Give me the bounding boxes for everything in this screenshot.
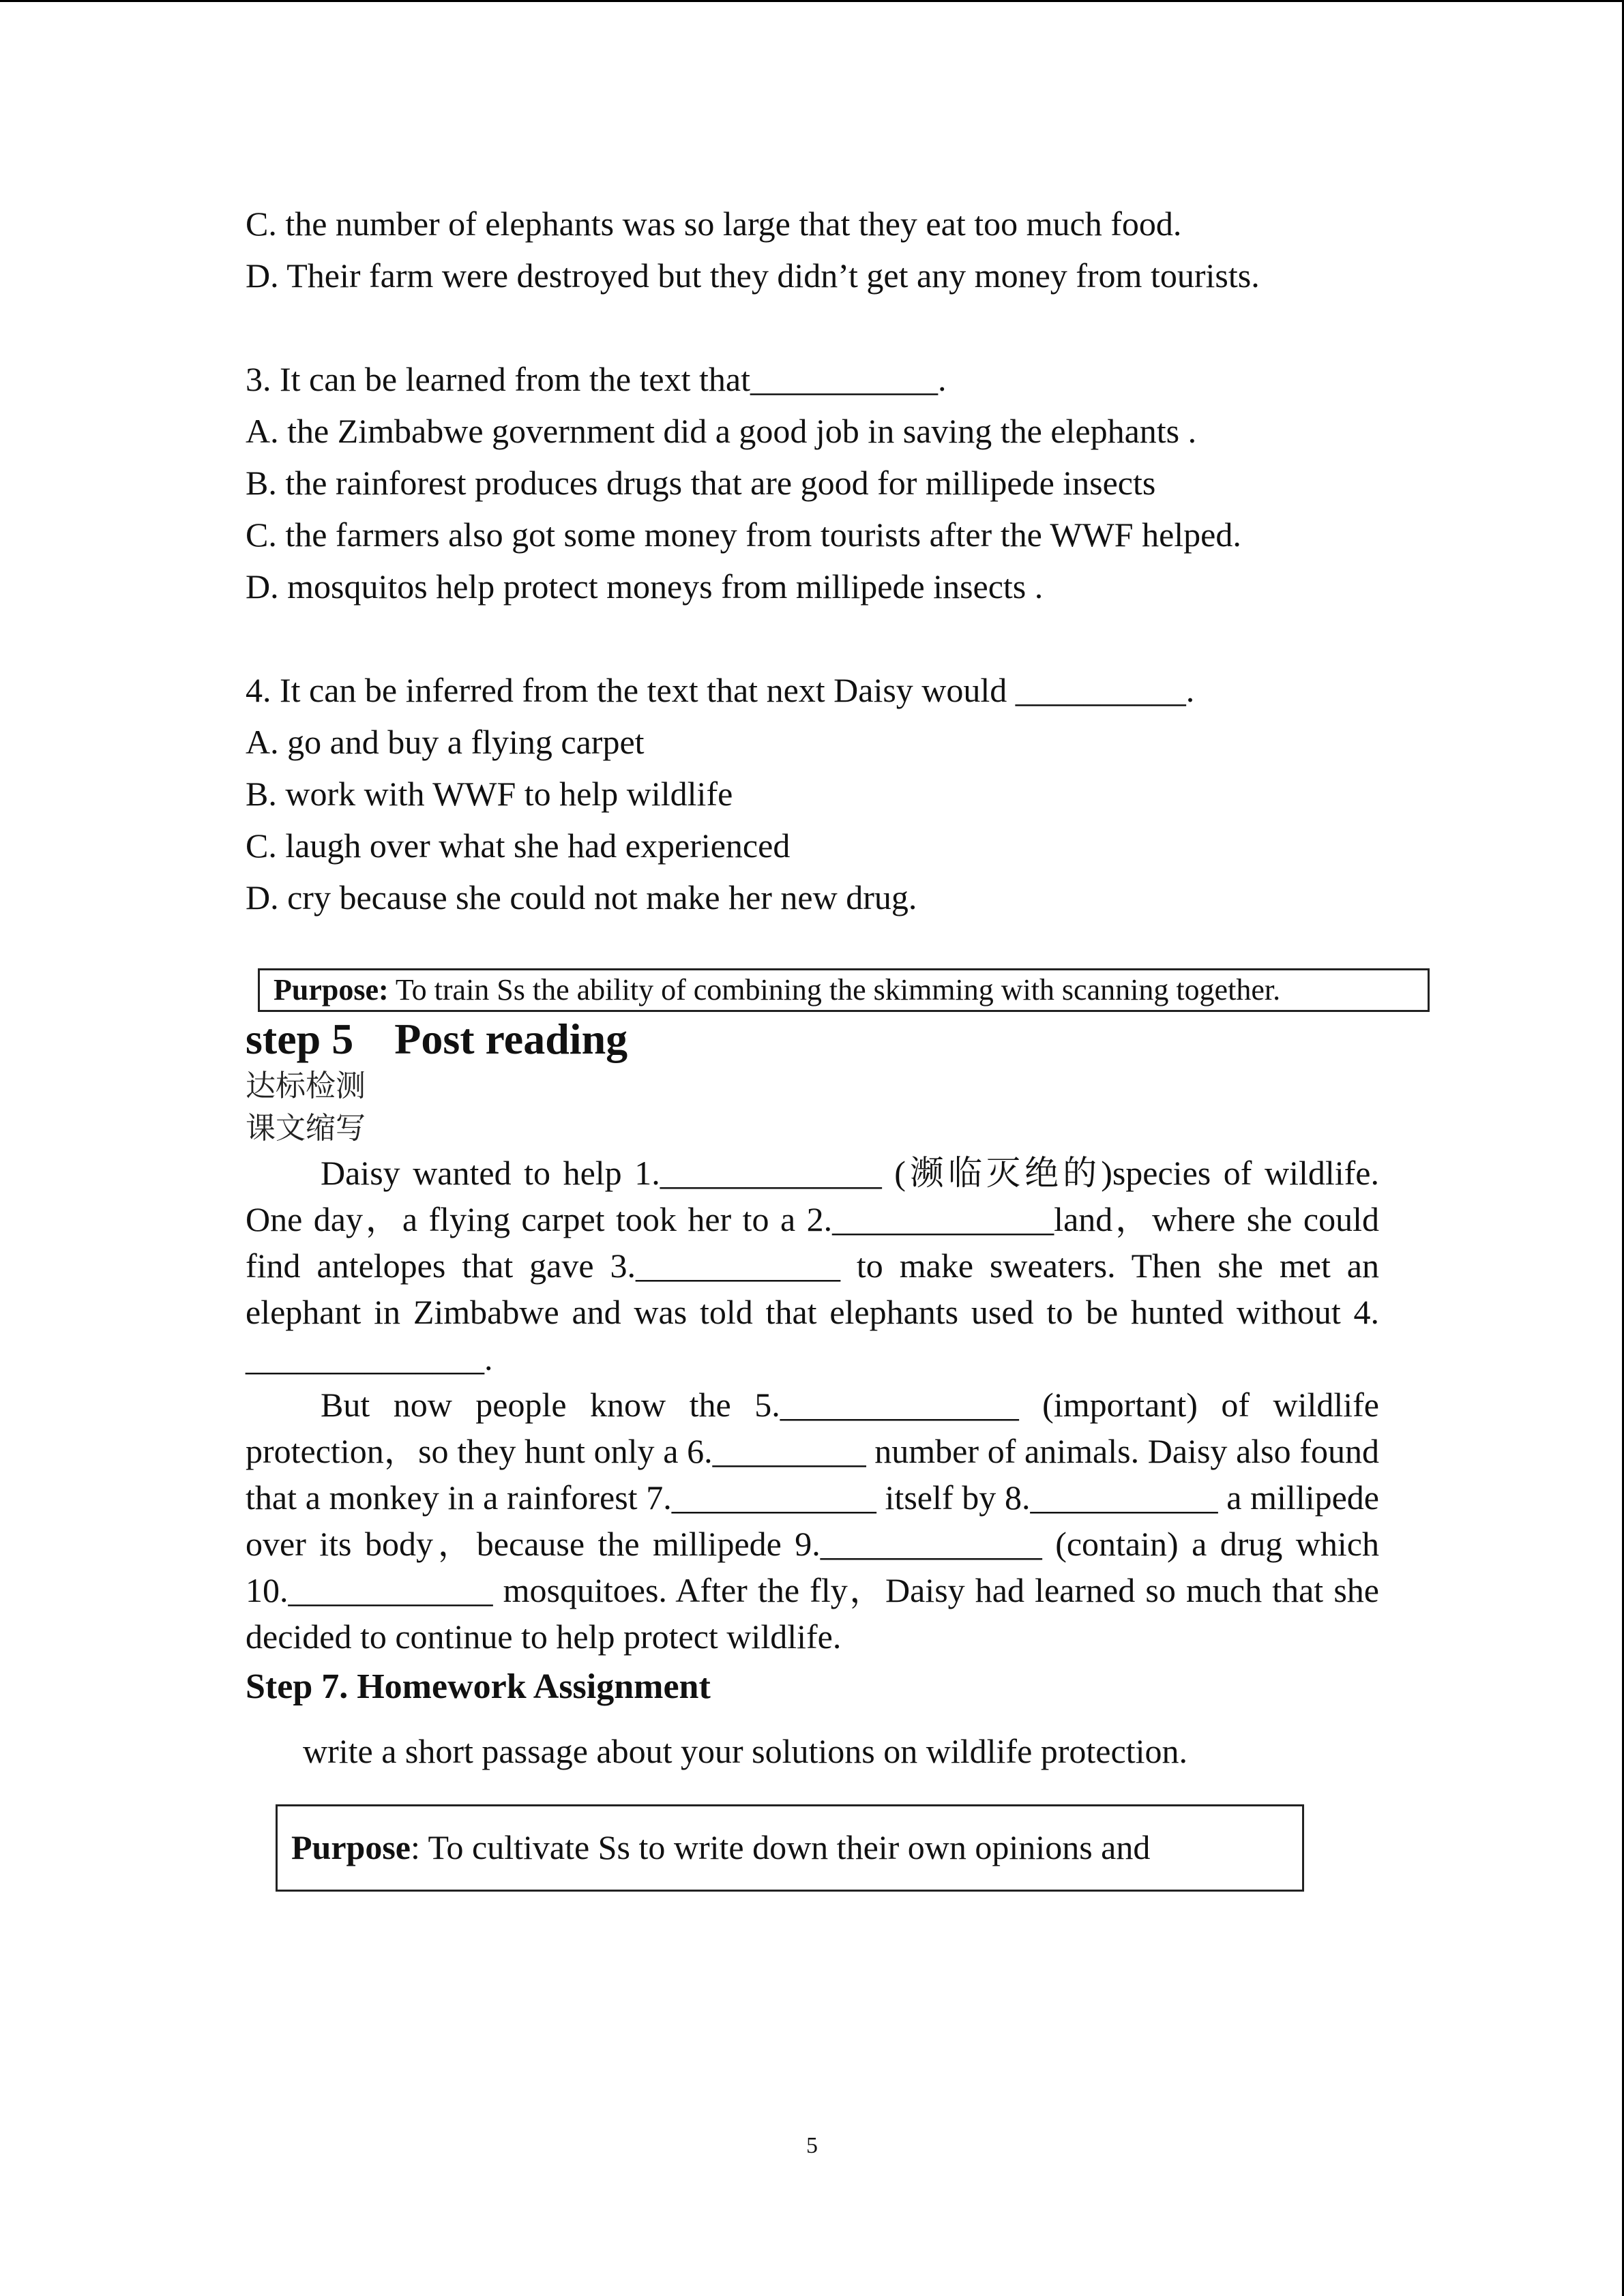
- q3-option-d: D. mosquitos help protect moneys from millipede insects .: [246, 567, 1044, 606]
- purpose-box-2: [276, 1804, 1304, 1892]
- step-5-subtitle-1: 达标检测: [246, 1069, 366, 1103]
- purpose-label: Purpose:: [274, 973, 389, 1007]
- q2-option-d: D. Their farm were destroyed but they didn’t get any money from tourists.: [246, 256, 1260, 295]
- q2-option-c: C. the number of elephants was so large that they eat too much food.: [246, 205, 1182, 243]
- homework-text: write a short passage about your solutions on wildlife protection.: [303, 1732, 1187, 1770]
- purpose-text: To train Ss the ability of combining the skimming with scanning together.: [388, 973, 1281, 1007]
- q3-stem: 3. It can be learned from the text that___________.: [246, 360, 947, 398]
- q3-option-c: C. the farmers also got some money from tourists after the WWF helped.: [246, 516, 1241, 554]
- page-edge-top: [0, 0, 1624, 2]
- purpose-box-1: [258, 968, 1430, 1012]
- q4-option-b: B. work with WWF to help wildlife: [246, 775, 733, 813]
- q3-option-b: B. the rainforest produces drugs that are good for millipede insects: [246, 464, 1156, 502]
- q3-option-a: A. the Zimbabwe government did a good job in saving the elephants .: [246, 412, 1197, 450]
- q4-stem: 4. It can be inferred from the text that next Daisy would __________.: [246, 671, 1195, 709]
- q4-option-a: A. go and buy a flying carpet: [246, 723, 645, 761]
- step-5-subtitle-2: 课文缩写: [246, 1111, 366, 1146]
- spacer: [246, 301, 1379, 353]
- page-number: 5: [806, 2133, 818, 2158]
- step-5-title: Post reading: [394, 1015, 628, 1063]
- step-7-heading: Step 7. Homework Assignment: [246, 1667, 711, 1706]
- step-5-heading: [246, 1013, 1379, 1065]
- purpose-text: : To cultivate Ss to write down their own opinions and: [411, 1828, 1151, 1866]
- summary-paragraph-2: But now people know the 5.______________ (important) of wildlife protection，so they hunt only a 6._________ number of animals. Daisy also found that a monkey in a rainforest 7.____________ itself by 8.___________ a millipede over its body，because the millipede 9._____________ (contain) a drug which 10.____________ mosquitoes. After the fly，Daisy had learned so much that she decided to continue to help protect wildlife.: [246, 1386, 1379, 1656]
- spacer: [246, 612, 1379, 664]
- q4-option-c: C. laugh over what she had experienced: [246, 826, 791, 865]
- document-body: [246, 198, 1379, 1892]
- purpose-label: Purpose: [291, 1828, 411, 1866]
- summary-exercise: [246, 1150, 1379, 1660]
- q4-option-d: D. cry because she could not make her new drug.: [246, 878, 917, 916]
- summary-paragraph-1: Daisy wanted to help 1._____________ (濒临灭绝的)species of wildlife. One day，a flying carpet took her to a 2._____________land，where she could find antelopes that gave 3.____________ to make sweaters. Then she met an elephant in Zimbabwe and was told that elephants used to be hunted without 4. ______________.: [246, 1154, 1379, 1377]
- step-5-number: step 5: [246, 1015, 354, 1063]
